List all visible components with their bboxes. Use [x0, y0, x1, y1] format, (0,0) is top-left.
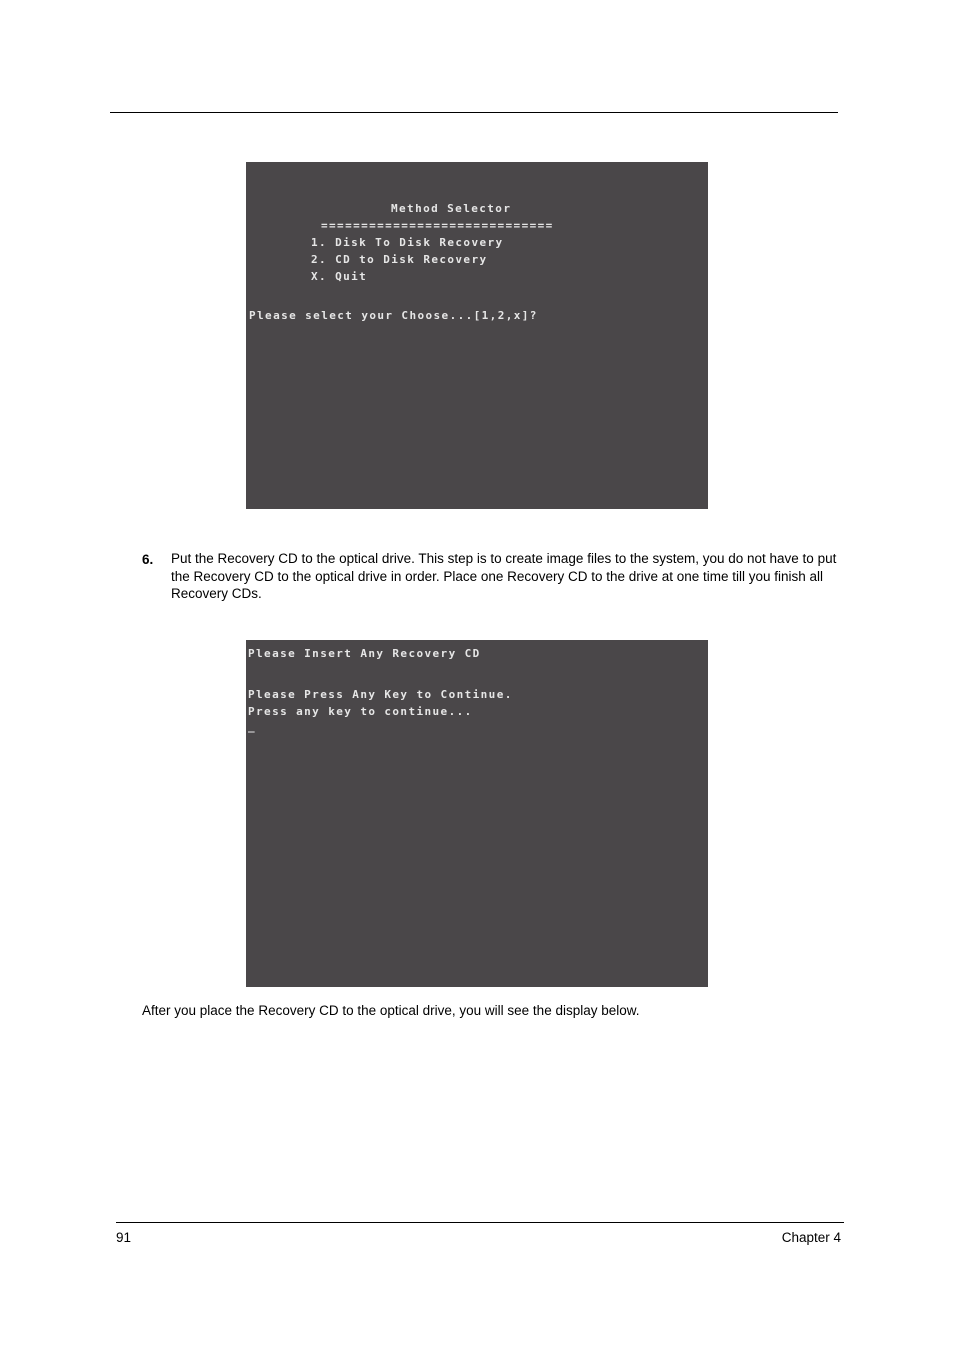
insert-cd-screenshot: [246, 640, 708, 987]
menu-option-quit: X. Quit: [311, 270, 368, 283]
page-number: 91: [116, 1230, 132, 1245]
step-instruction: Put the Recovery CD to the optical drive. This step is to create image files to the system, you do not have to put the Recovery CD to the optical drive in order. Place one Recovery CD to the drive at one time till you finish all Recovery CDs.: [171, 551, 837, 601]
insert-cd-message: Please Insert Any Recovery CD: [248, 647, 481, 660]
menu-option-cd-to-disk: 2. CD to Disk Recovery: [311, 253, 488, 266]
method-selector-separator: =============================: [321, 219, 554, 232]
method-selector-title: Method Selector: [391, 202, 512, 215]
after-placement-text: After you place the Recovery CD to the optical drive, you will see the display below.: [142, 1003, 640, 1018]
selection-prompt: Please select your Choose...[1,2,x]?: [249, 309, 538, 322]
method-selector-screenshot: [246, 162, 708, 509]
chapter-label: Chapter 4: [781, 1230, 841, 1245]
header-rule: [110, 112, 838, 113]
step-number: 6.: [142, 552, 154, 567]
continue-message: Press any key to continue...: [248, 705, 473, 718]
menu-option-disk-to-disk: 1. Disk To Disk Recovery: [311, 236, 504, 249]
footer-rule: [116, 1222, 844, 1223]
terminal-cursor: _: [248, 720, 257, 733]
press-any-key-message: Please Press Any Key to Continue.: [248, 688, 513, 701]
